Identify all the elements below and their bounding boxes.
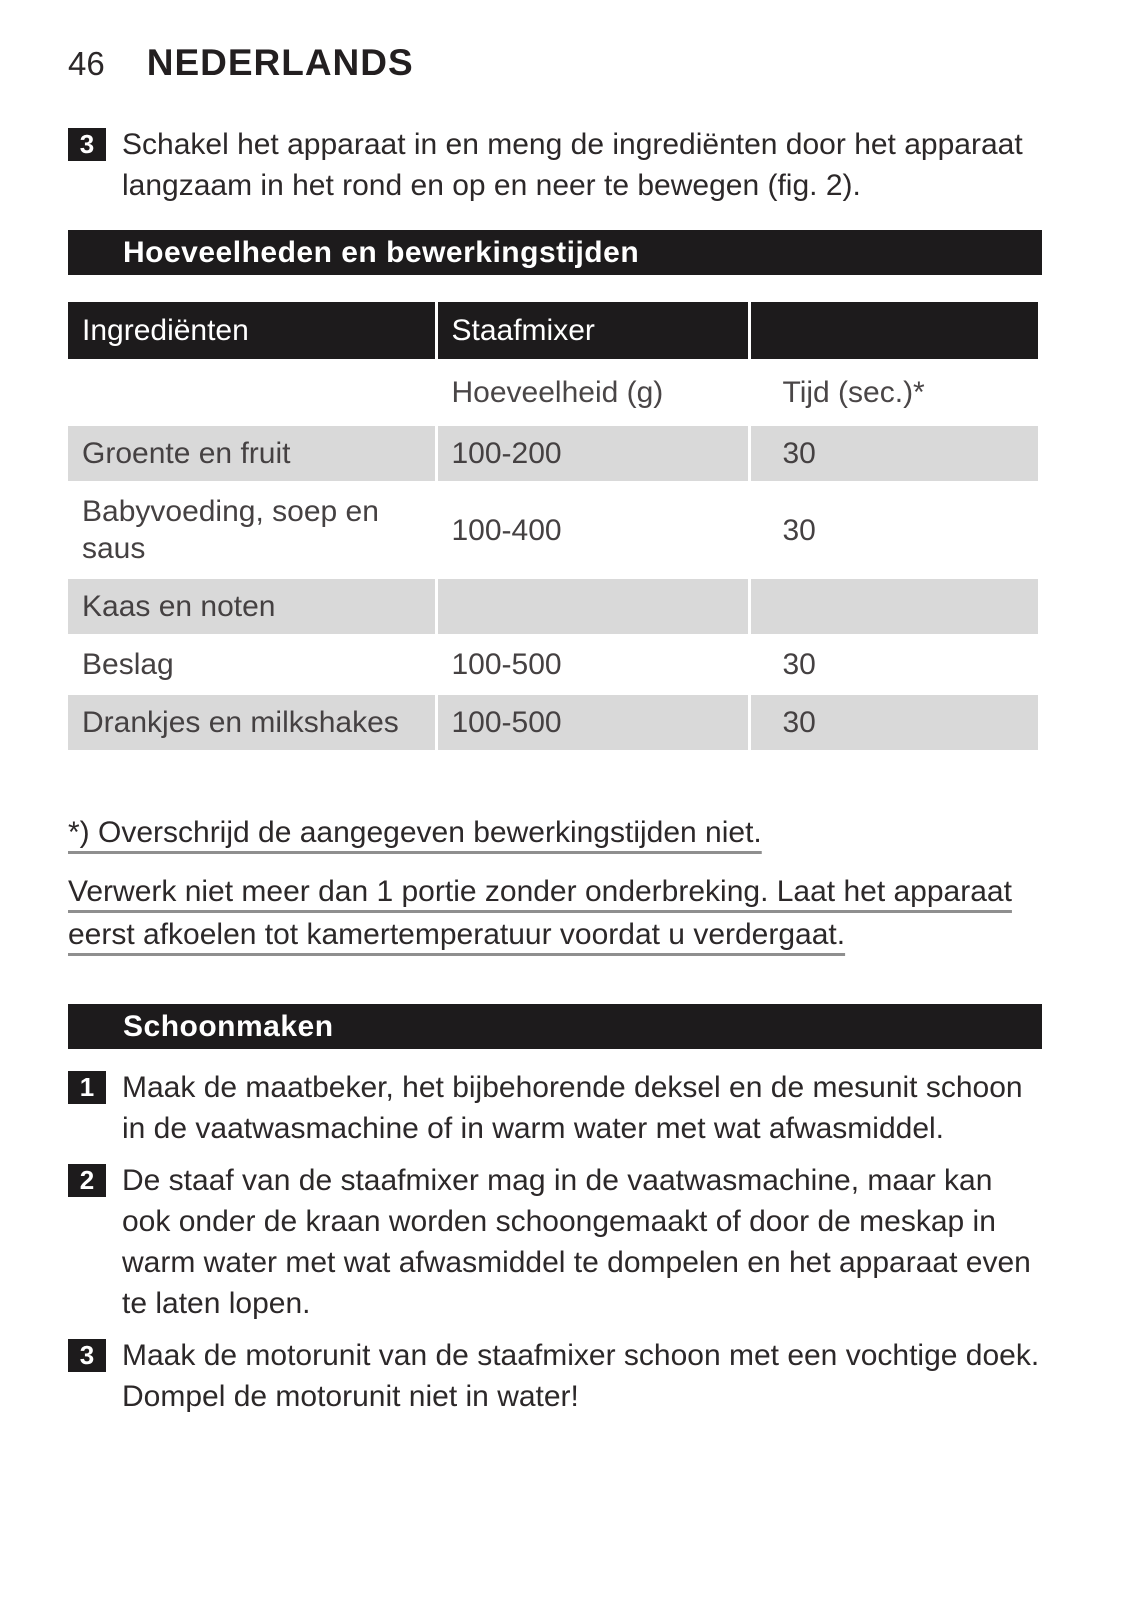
step-text: Maak de maatbeker, het bijbehorende deksel en de mesunit schoon in de vaatwasmachine of in warm water met wat afwasmiddel. xyxy=(122,1071,1023,1145)
page-number: 46 xyxy=(68,45,105,82)
cell-time xyxy=(749,578,1038,636)
cleaning-steps xyxy=(68,1067,1042,1417)
warning-note: Verwerk niet meer dan 1 portie zonder onderbreking. Laat het apparaat eerst afkoelen tot kamertemperatuur voordat u verdergaat. xyxy=(68,875,1012,951)
cell-amount: 100-500 xyxy=(436,636,749,694)
subheader-cell-amount: Hoeveelheid (g) xyxy=(436,361,749,425)
cell-time: 30 xyxy=(749,636,1038,694)
header-cell-device: Staafmixer xyxy=(436,302,749,361)
step-text: Maak de motorunit van de staafmixer schoon met een vochtige doek. Dompel de motorunit niet in water! xyxy=(122,1339,1040,1413)
cell-ingredient: Groente en fruit xyxy=(68,425,436,483)
header-cell-empty xyxy=(749,302,1038,361)
quantities-table xyxy=(68,302,1038,750)
step-text: Schakel het apparaat in en meng de ingrediënten door het apparaat langzaam in het rond en op en neer te bewegen (fig. 2). xyxy=(122,128,1023,202)
cell-ingredient: Kaas en noten xyxy=(68,578,436,636)
cleaning-step xyxy=(68,1335,1042,1417)
cell-time: 30 xyxy=(749,483,1038,578)
table-row xyxy=(68,694,1038,751)
table-row xyxy=(68,636,1038,694)
table-footnote: *) Overschrijd de aangegeven bewerkingstijden niet. xyxy=(68,816,762,849)
cell-time: 30 xyxy=(749,425,1038,483)
table-row xyxy=(68,425,1038,483)
cleaning-step xyxy=(68,1067,1042,1149)
table-row xyxy=(68,578,1038,636)
step-number-badge: 3 xyxy=(68,1339,106,1372)
table-subheader-row xyxy=(68,361,1038,425)
step-number-badge: 3 xyxy=(68,128,106,161)
step-number-badge: 2 xyxy=(68,1164,106,1197)
cell-ingredient: Beslag xyxy=(68,636,436,694)
cell-ingredient: Babyvoeding, soep en saus xyxy=(68,483,436,578)
header-cell-ingredients: Ingrediënten xyxy=(68,302,436,361)
cell-amount: 100-400 xyxy=(436,483,749,578)
table-row xyxy=(68,483,1038,578)
language-heading: NEDERLANDS xyxy=(146,42,414,83)
cell-amount: 100-500 xyxy=(436,694,749,751)
section-title-cleaning: Schoonmaken xyxy=(68,1004,1042,1049)
cell-amount xyxy=(436,578,749,636)
subheader-cell-empty xyxy=(68,361,436,425)
step-text: De staaf van de staafmixer mag in de vaatwasmachine, maar kan ook onder de kraan worden schoongemaakt of door de meskap in warm water met wat afwasmiddel te dompelen en het apparaat even te laten lopen. xyxy=(122,1164,1031,1320)
table-header-row xyxy=(68,302,1038,361)
section-title-quantities: Hoeveelheden en bewerkingstijden xyxy=(68,230,1042,275)
page-header xyxy=(68,42,1042,84)
step-number-badge: 1 xyxy=(68,1071,106,1104)
cell-amount: 100-200 xyxy=(436,425,749,483)
subheader-cell-time: Tijd (sec.)* xyxy=(749,361,1038,425)
cleaning-step xyxy=(68,1160,1042,1324)
intro-step xyxy=(68,124,1042,206)
cell-ingredient: Drankjes en milkshakes xyxy=(68,694,436,751)
cell-time: 30 xyxy=(749,694,1038,751)
